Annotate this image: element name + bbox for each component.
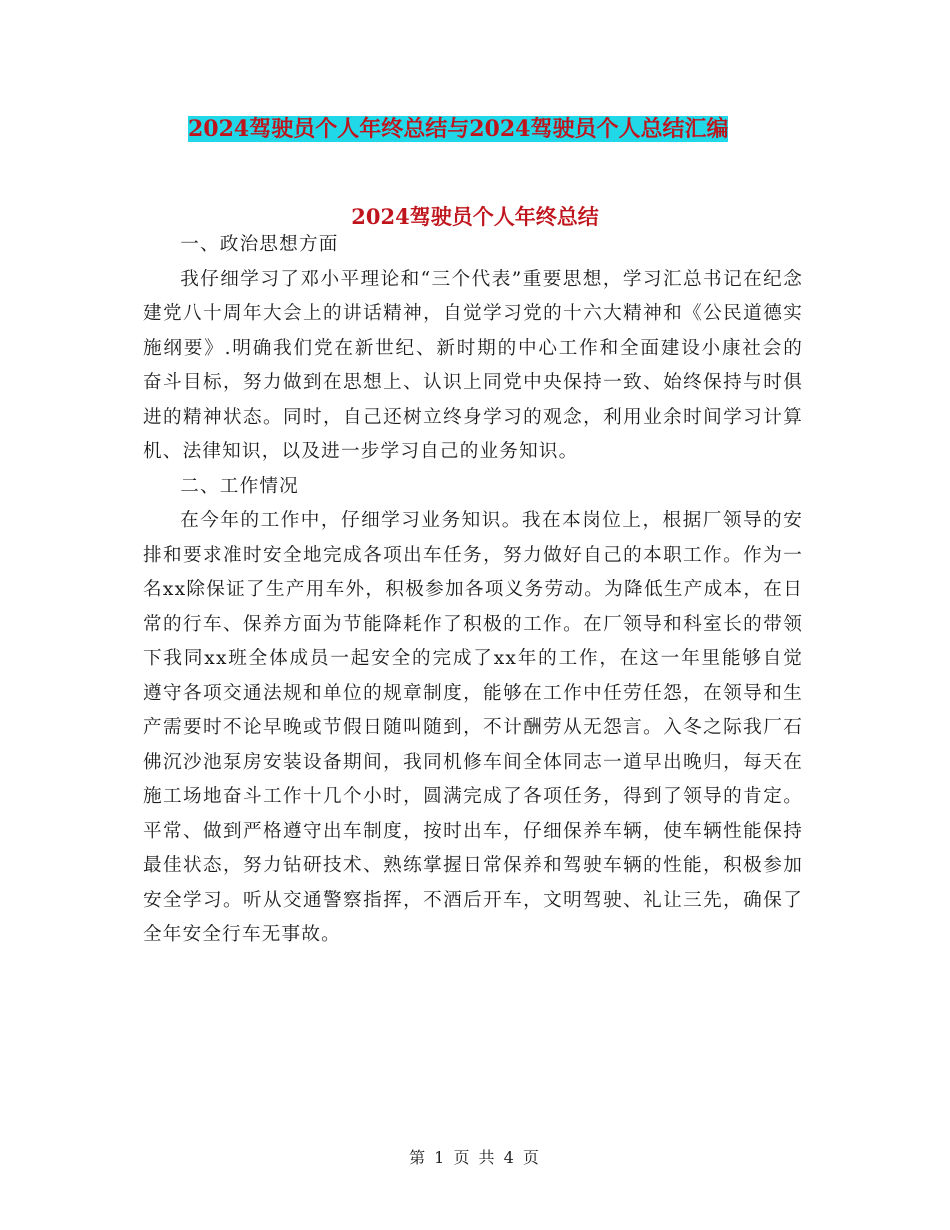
paragraph-heading-work: 二、工作情况 (180, 475, 299, 497)
paragraph-politics: 我仔细学习了邓小平理论和“三个代表”重要思想，学习汇总书记在纪念建党八十周年大会上的讲话精神，自觉学习党的十六大精神和《公民道德实施纲要》.明确我们党在新世纪、新时期的中心工作和全面建设小康社会的奋斗目标，努力做到在思想上、认识上同党中央保持一致、始终保持与时俱进的精神状态。同时，自己还树立终身学习的观念，利用业余时间学习计算机、法律知识，以及进一步学习自己的业务知识。 (143, 268, 803, 462)
document-title-text: 2024驾驶员个人年终总结与2024驾驶员个人总结汇编 (188, 116, 729, 142)
document-body (143, 228, 803, 953)
page-footer: 第 1 页 共 4 页 (409, 1148, 541, 1167)
paragraph-heading-politics: 一、政治思想方面 (180, 234, 339, 255)
paragraph-work: 在今年的工作中，仔细学习业务知识。我在本岗位上，根据厂领导的安排和要求准时安全地完成各项出车任务，努力做好自己的本职工作。作为一名xx除保证了生产用车外，积极参加各项义务劳动。为降低生产成本，在日常的行车、保养方面为节能降耗作了积极的工作。在厂领导和科室长的带领下我同xx班全体成员一起安全的完成了xx年的工作，在这一年里能够自觉遵守各项交通法规和单位的规章制度，能够在工作中任劳任怨，在领导和生产需要时不论早晚或节假日随叫随到，不计酬劳从无怨言。入冬之际我厂石佛沉沙池泵房安装设备期间，我同机修车间全体同志一道早出晚归，每天在施工场地奋斗工作十几个小时，圆满完成了各项任务，得到了领导的肯定。平常、做到严格遵守出车制度，按时出车，仔细保养车辆，使车辆性能保持最佳状态，努力钻研技术、熟练掌握日常保养和驾驶车辆的性能，积极参加安全学习。听从交通警察指挥，不酒后开车，文明驾驶、礼让三先，确保了全年安全行车无事故。 (143, 510, 803, 945)
section-title: 2024驾驶员个人年终总结 (351, 204, 599, 229)
document-title (186, 112, 730, 146)
